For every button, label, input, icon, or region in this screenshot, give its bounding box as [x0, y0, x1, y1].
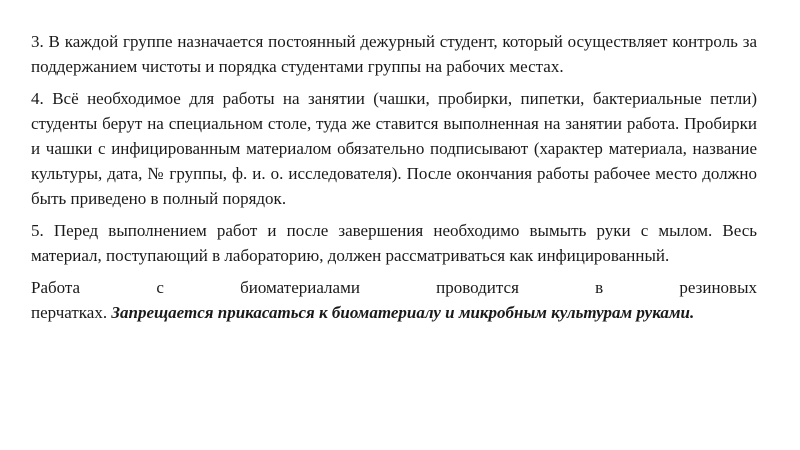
warning-text: Запрещается прикасаться к биоматериалу и микробным культурам руками.: [111, 303, 695, 322]
paragraph-gap: [31, 79, 757, 86]
paragraph-gap: [31, 211, 757, 218]
paragraph-gloves: [31, 275, 757, 325]
paragraph-gap: [31, 268, 757, 275]
paragraph-5: 5. Перед выполнением работ и после завершения необходимо вымыть руки с мылом. Весь материал, поступающий в лабораторию, должен рассматриваться как инфицированный.: [31, 221, 757, 265]
gloves-line-1: Работа с биоматериалами проводится в резиновых: [31, 278, 757, 297]
gloves-line-2: перчатках.: [31, 303, 108, 322]
paragraph-3: 3. В каждой группе назначается постоянный дежурный студент, который осуществляет контроль за поддержанием чистоты и порядка студентами группы на рабочих местах.: [31, 32, 757, 76]
paragraph-4: 4. Всё необходимое для работы на занятии (чашки, пробирки, пипетки, бактериальные петли) студенты берут на специальном столе, туда же ставится выполненная на занятии работа. Пробирки и чашки с инфицированным материалом обязательно подписывают (характер материала, название культуры, дата, № группы, ф. и. о. исследователя). После окончания работы рабочее место должно быть приведено в полный порядок.: [31, 89, 757, 208]
rules-text: [31, 29, 757, 325]
